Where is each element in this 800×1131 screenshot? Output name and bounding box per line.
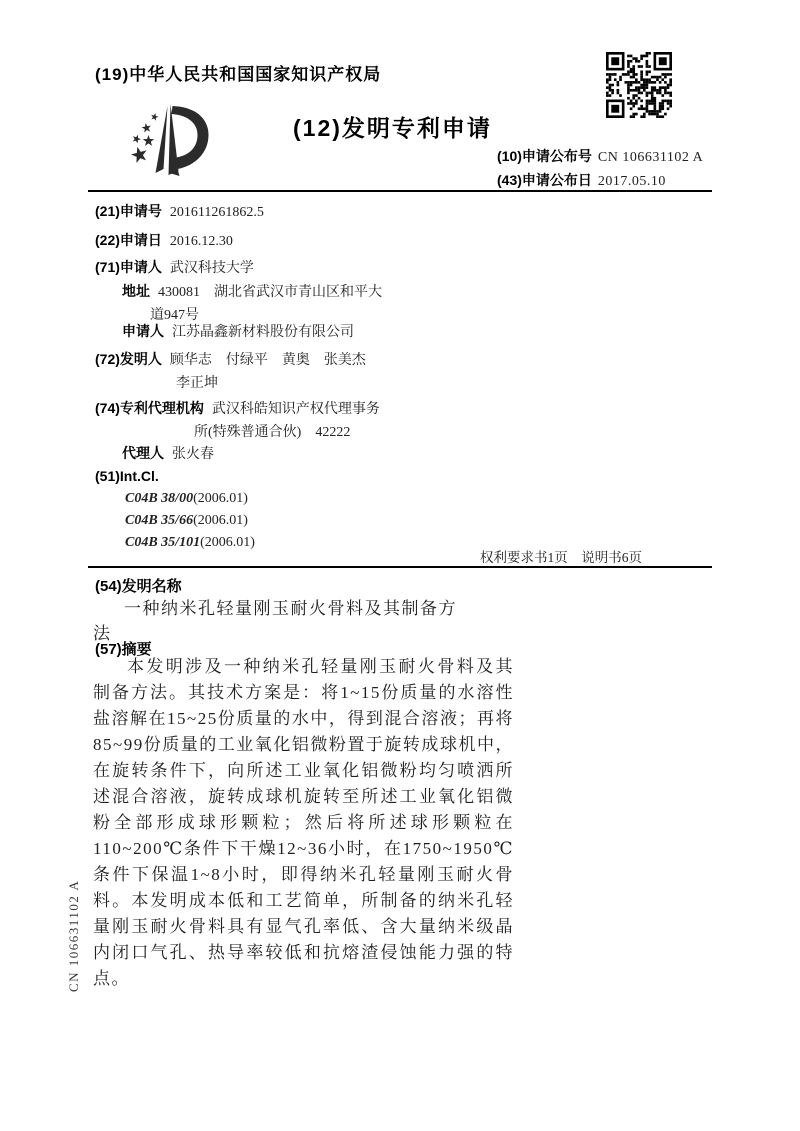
applicant2-label: 申请人 [122, 323, 164, 339]
star-icon [131, 133, 142, 144]
publication-date-row [497, 170, 666, 190]
agent-row [122, 443, 214, 463]
inventors-label: (72)发明人 [95, 351, 162, 367]
agency-row [95, 398, 380, 418]
biblio-divider [88, 566, 712, 568]
publication-number-value: CN 106631102 A [597, 150, 704, 165]
agency-label: (74)专利代理机构 [95, 400, 204, 416]
inventors-row [95, 349, 366, 369]
publication-number-row [497, 146, 703, 166]
intcl-row [95, 468, 159, 486]
invention-title-line1: 一种纳米孔轻量刚玉耐火骨料及其制备方 [124, 599, 457, 618]
intcl-code-2: C04B 35/66 [125, 513, 194, 528]
filing-date-value: 2016.12.30 [169, 234, 233, 249]
intcl-ver-1: (2006.01) [193, 491, 248, 506]
logo-pillar-left [156, 106, 168, 173]
filing-date-row [95, 230, 233, 250]
intcl-label: (51)Int.Cl. [95, 468, 159, 484]
invention-title-line2: 法 [93, 624, 112, 643]
patent-office-name: (19)中华人民共和国国家知识产权局 [95, 65, 382, 84]
filing-date-label: (22)申请日 [95, 232, 162, 248]
intcl-item [125, 513, 248, 529]
vertical-publication-number: CN 106631102 A [66, 879, 81, 992]
pages-count-info: 权利要求书1页 说明书6页 [480, 550, 642, 565]
application-number-value: 201611261862.5 [169, 205, 264, 220]
qr-code [606, 49, 672, 121]
applicant-label: (71)申请人 [95, 259, 162, 275]
intcl-item [125, 535, 255, 551]
applicant2-value: 江苏晶鑫新材料股份有限公司 [172, 325, 354, 340]
publication-date-value: 2017.05.10 [597, 174, 666, 189]
intcl-code-1: C04B 38/00 [125, 491, 194, 506]
intcl-ver-3: (2006.01) [200, 535, 255, 550]
invention-title-label: (54)发明名称 [95, 578, 182, 595]
star-icon [141, 122, 152, 133]
intcl-code-3: C04B 35/101 [125, 535, 201, 550]
star-icon [150, 112, 159, 121]
applicant1-value: 武汉科技大学 [169, 261, 254, 276]
inventors-row-cont [176, 372, 218, 392]
application-number-label: (21)申请号 [95, 203, 162, 219]
agency-row-cont [194, 421, 350, 441]
document-type-title: (12)发明专利申请 [293, 115, 492, 141]
cnipa-logo [116, 97, 214, 189]
application-number-row [95, 201, 264, 221]
agent-label: 代理人 [122, 445, 164, 461]
star-icon [143, 135, 154, 146]
inventors-line1: 顾华志 付绿平 黄奥 张美杰 [169, 353, 366, 368]
address-line2: 道947号 [150, 308, 199, 323]
address-row [122, 281, 382, 301]
inventors-line2: 李正坤 [176, 376, 218, 391]
address-label: 地址 [122, 283, 150, 299]
header-divider [88, 190, 712, 192]
applicant-row [95, 257, 254, 277]
intcl-ver-2: (2006.01) [193, 513, 248, 528]
applicant2-row [122, 321, 354, 341]
abstract-text: 本发明涉及一种纳米孔轻量刚玉耐火骨料及其制备方法。其技术方案是：将1~15份质量的水溶性盐溶解在15~25份质量的水中，得到混合溶液；再将85~99份质量的工业氧化铝微粉置于旋转成球机中，在旋转条件下，向所述工业氧化铝微粉均匀喷洒所述混合溶液，旋转成球机旋转至所述工业氧化铝微粉全部形成球形颗粒；然后将所述球形颗粒在110~200℃条件下干燥12~36小时，在1750~1950℃条件下保温1~8小时，即得纳米孔轻量刚玉耐火骨料。本发明成本低和工艺简单，所制备的纳米孔轻量刚玉耐火骨料具有显气孔率低、含大量纳米级晶内闭口气孔、热导率较低和抗熔渣侵蚀能力强的特点。 [93, 657, 514, 988]
address-line1: 430081 湖北省武汉市青山区和平大 [158, 285, 382, 300]
agent-value: 张火春 [172, 447, 214, 462]
agency-line1: 武汉科皓知识产权代理事务 [211, 402, 380, 417]
abstract-label: (57)摘要 [95, 641, 152, 658]
intcl-item [125, 491, 248, 507]
star-icon [129, 145, 149, 164]
agency-line2: 所(特殊普通合伙) 42222 [194, 425, 351, 440]
publication-number-label: (10)申请公布号 [497, 148, 592, 164]
publication-date-label: (43)申请公布日 [497, 172, 592, 188]
